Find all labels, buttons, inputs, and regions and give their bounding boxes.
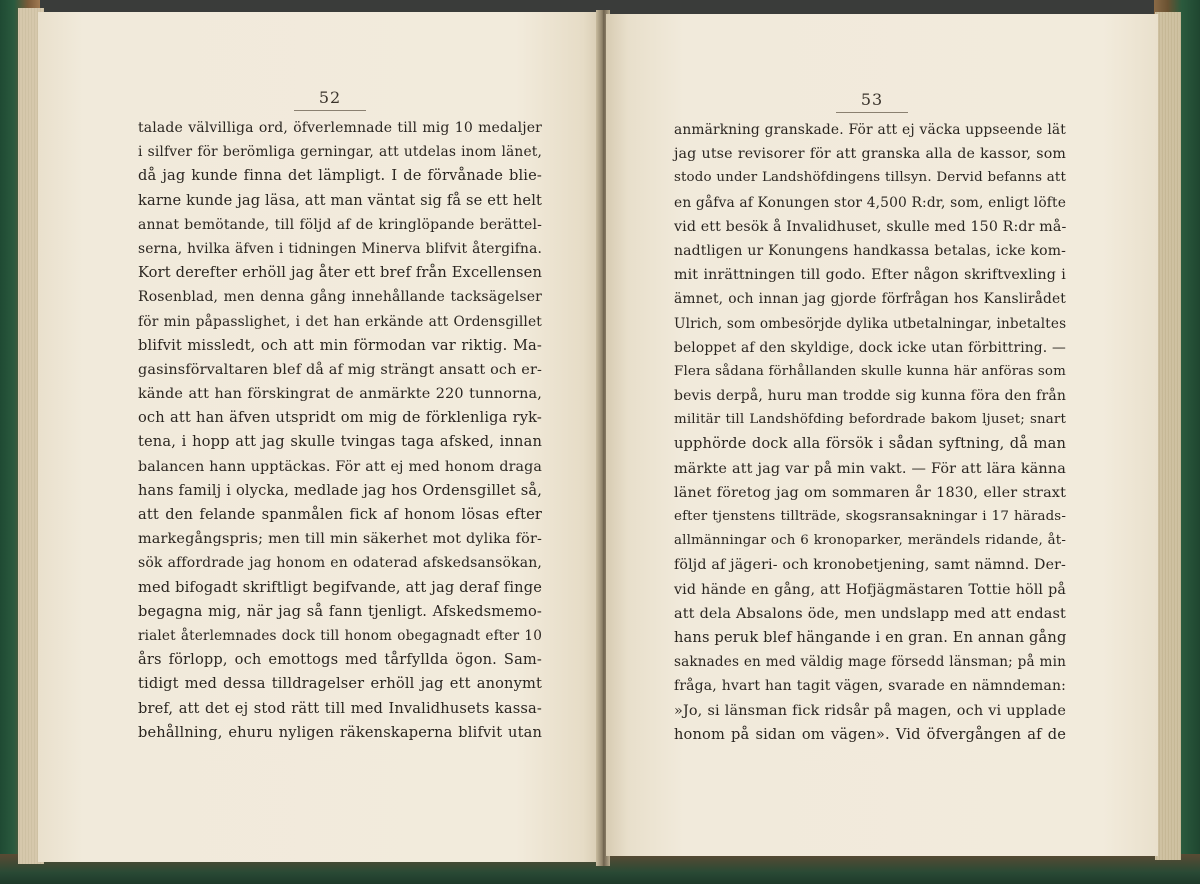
text-line: Ulrich, som ombesörjde dylika utbetalningar, inbetaltes: [674, 315, 1067, 332]
text-line: efter tjenstens tillträde, skogsransakningar i 17 härads-: [674, 509, 1066, 524]
text-line: saknades en med väldig mage försedd länsman; på min: [674, 654, 1066, 671]
text-line: då jag kunde finna det lämpligt. I de förvånade blie-: [138, 167, 542, 185]
text-line: vid ett besök å Invalidhuset, skulle med 150 R:dr må-: [674, 218, 1067, 235]
right-page-text: [674, 118, 1066, 747]
text-line: kände att han förskingrat de anmärkte 220 tunnorna,: [138, 386, 542, 403]
text-line: Kort derefter erhöll jag åter ett bref från Excellensen: [138, 264, 542, 282]
text-line: Flera sådana förhållanden skulle kunna här anföras som: [674, 363, 1066, 379]
text-line: en gåfva af Konungen stor 4,500 R:dr, som, enligt löfte: [674, 194, 1067, 211]
text-line: med bifogadt skriftligt begifvande, att jag deraf finge: [138, 578, 542, 596]
right-page: [606, 14, 1158, 856]
text-line: års förlopp, och emottogs med tårfyllda ögon. Sam-: [138, 651, 542, 669]
text-line: hans peruk blef hängande i en gran. En annan gång: [674, 628, 1067, 646]
text-line: serna, hvilka äfven i tidningen Minerva blifvit återgifna.: [138, 240, 542, 257]
text-line: länet företog jag om sommaren år 1830, eller straxt: [674, 484, 1066, 501]
text-line: gasinsförvaltaren blef då af mig strängt ansatt och er-: [138, 361, 542, 378]
text-line: anmärkning granskade. För att ej väcka uppseende lät: [674, 122, 1066, 138]
text-line: talade välvilliga ord, öfverlemnade till mig 10 medaljer: [138, 120, 542, 136]
text-line: allmänningar och 6 kronoparker, merändels ridande, åt-: [674, 533, 1066, 549]
text-line: att den felande spanmålen fick af honom lösas efter: [138, 506, 542, 523]
text-line: markegångspris; men till min säkerhet mot dylika för-: [138, 531, 542, 548]
text-line: sök affordrade jag honom en odaterad afskedsansökan,: [138, 555, 542, 572]
text-line: i silfver för berömliga gerningar, att utdelas inom länet,: [138, 144, 542, 161]
text-line: bref, att det ej stod rätt till med Invalidhusets kassa-: [138, 699, 542, 717]
page-number: 53: [860, 90, 884, 109]
page-edges-right: [1155, 12, 1181, 860]
text-line: »Jo, si länsman fick ridsår på magen, och vi upplade: [674, 702, 1066, 719]
text-line: tena, i hopp att jag skulle tvingas taga afsked, innan: [138, 433, 542, 451]
text-line: bevis derpå, huru man trodde sig kunna föra den från: [674, 388, 1066, 405]
text-line: upphörde dock alla försök i sådan syftning, då man: [674, 435, 1066, 453]
text-line: honom på sidan om vägen». Vid öfvergången af de: [674, 725, 1066, 743]
text-line: rialet återlemnades dock till honom obegagnadt efter 10: [138, 627, 542, 644]
text-line: nadtligen ur Konungens handkassa betalas, icke kom-: [674, 242, 1066, 259]
text-line: begagna mig, när jag så fann tjenligt. Afskedsmemo-: [138, 602, 542, 620]
text-line: tidigt med dessa tilldragelser erhöll jag ett anonymt: [138, 675, 542, 693]
text-line: och att han äfven utspridt om mig de förklenliga ryk-: [138, 409, 542, 427]
text-line: följd af jägeri- och kronobetjening, samt nämnd. Der-: [674, 557, 1066, 574]
text-line: karne kunde jag läsa, att man väntat sig få se ett helt: [138, 191, 543, 209]
text-line: beloppet af den skyldige, dock icke utan förbittring. —: [674, 339, 1066, 356]
text-line: balancen hann upptäckas. För att ej med honom draga: [138, 458, 542, 475]
text-line: mit inrättningen till godo. Efter någon skriftvexling i: [674, 267, 1066, 284]
text-line: att dela Absalons öde, men undslapp med att endast: [674, 605, 1066, 622]
left-page: [38, 12, 600, 862]
text-line: militär till Landshöfding befordrade bakom ljuset; snart: [674, 412, 1066, 428]
text-line: för min påpasslighet, i det han erkände att Ordensgillet: [138, 313, 542, 330]
text-line: annat bemötande, till följd af de kringlöpande berättel-: [138, 216, 542, 233]
text-line: behållning, ehuru nyligen räkenskaperna blifvit utan: [138, 723, 542, 741]
text-line: hans familj i olycka, medlade jag hos Ordensgillet så,: [138, 481, 542, 499]
text-line: Rosenblad, men denna gång innehållande tacksägelser: [138, 289, 542, 306]
text-line: ämnet, och innan jag gjorde förfrågan hos Kanslirådet: [674, 291, 1066, 308]
text-line: blifvit missledt, och att min förmodan var riktig. Ma-: [138, 336, 542, 354]
page-number-rule: [836, 112, 908, 113]
text-line: jag utse revisorer för att granska alla de kassor, som: [674, 146, 1066, 163]
left-page-text: [138, 116, 542, 745]
page-number-rule: [294, 110, 366, 111]
page-number: 52: [318, 88, 342, 107]
text-line: märkte att jag var på min vakt. — För att lära känna: [674, 460, 1066, 477]
text-line: vid hände en gång, att Hofjägmästaren Tottie höll på: [674, 581, 1066, 598]
text-line: fråga, hvart han tagit vägen, svarade en nämndeman:: [674, 678, 1066, 695]
text-line: stodo under Landshöfdingens tillsyn. Dervid befanns att: [674, 170, 1066, 186]
